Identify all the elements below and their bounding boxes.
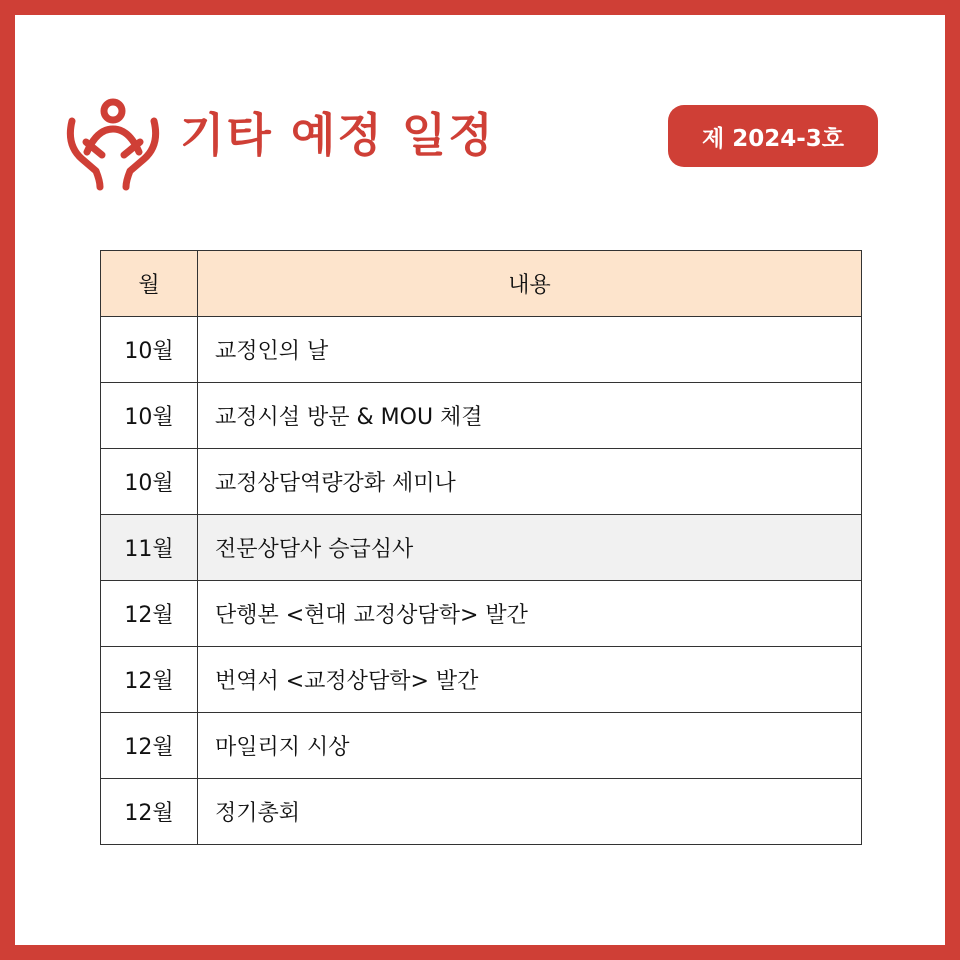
month-cell: 12월 xyxy=(101,581,198,647)
content-cell: 전문상담사 승급심사 xyxy=(198,515,862,581)
table-row xyxy=(101,581,862,647)
table-header-row xyxy=(101,251,862,317)
month-cell: 10월 xyxy=(101,383,198,449)
content-cell: 정기총회 xyxy=(198,779,862,845)
content-cell: 교정인의 날 xyxy=(198,317,862,383)
month-cell: 11월 xyxy=(101,515,198,581)
column-header-content: 내용 xyxy=(198,251,862,317)
table-row-highlighted xyxy=(101,515,862,581)
table-row xyxy=(101,647,862,713)
content-cell: 단행본 <현대 교정상담학> 발간 xyxy=(198,581,862,647)
table-row xyxy=(101,383,862,449)
schedule-table xyxy=(100,250,862,845)
hands-holding-person-icon xyxy=(64,97,162,193)
content-cell: 교정상담역량강화 세미나 xyxy=(198,449,862,515)
page-title: 기타 예정 일정 xyxy=(180,108,495,162)
month-cell: 12월 xyxy=(101,647,198,713)
content-cell: 교정시설 방문 & MOU 체결 xyxy=(198,383,862,449)
month-cell: 12월 xyxy=(101,713,198,779)
column-header-month: 월 xyxy=(101,251,198,317)
month-cell: 10월 xyxy=(101,449,198,515)
table-row xyxy=(101,779,862,845)
content-card xyxy=(15,15,945,945)
table-row xyxy=(101,713,862,779)
table-row xyxy=(101,449,862,515)
issue-number-badge: 제 2024-3호 xyxy=(668,105,878,167)
table-row xyxy=(101,317,862,383)
month-cell: 10월 xyxy=(101,317,198,383)
content-cell: 마일리지 시상 xyxy=(198,713,862,779)
content-cell: 번역서 <교정상담학> 발간 xyxy=(198,647,862,713)
month-cell: 12월 xyxy=(101,779,198,845)
